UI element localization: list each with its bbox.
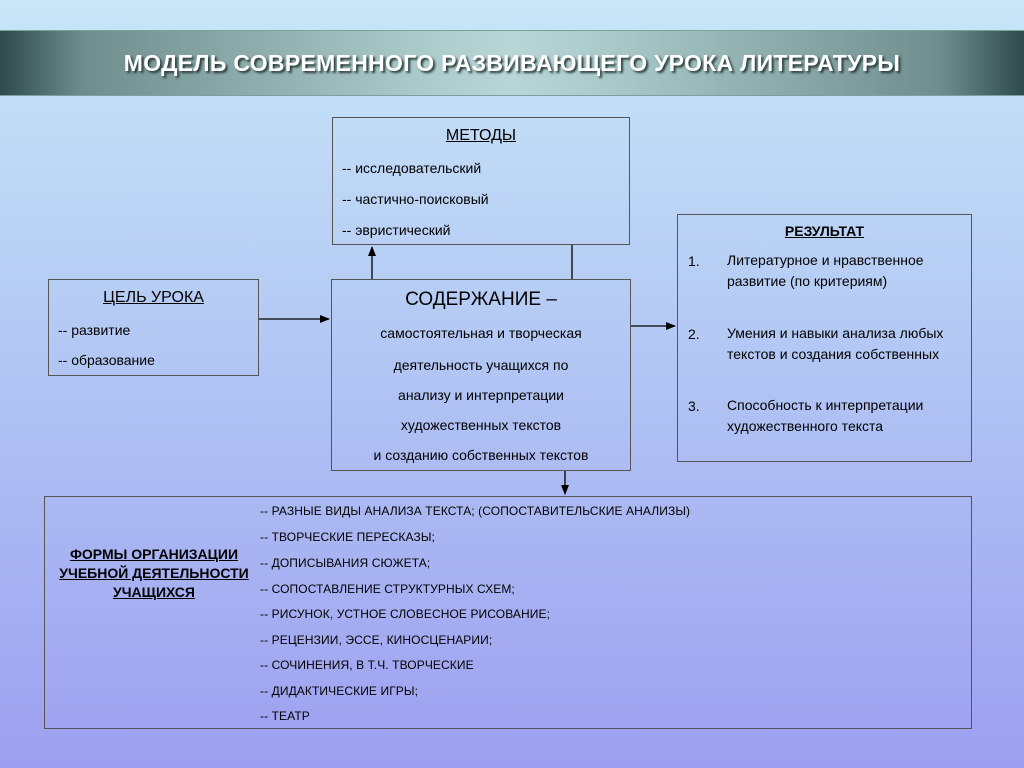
result-item-text: Способность к интерпретации художественного текста	[727, 397, 924, 434]
result-item-text: Литературное и нравственное развитие (по критериям)	[727, 252, 924, 289]
content-line: самостоятельная и творческая	[380, 325, 582, 341]
content-line: и созданию собственных текстов	[373, 447, 589, 463]
forms-item: -- ТЕАТР	[260, 709, 310, 723]
forms-item: -- ТВОРЧЕСКИЕ ПЕРЕСКАЗЫ;	[260, 530, 435, 544]
methods-item: -- частично-поисковый	[342, 191, 489, 207]
result-box	[677, 214, 972, 462]
forms-box	[44, 496, 972, 729]
content-line: художественных текстов	[400, 417, 562, 433]
forms-item: -- РИСУНОК, УСТНОЕ СЛОВЕСНОЕ РИСОВАНИЕ;	[260, 607, 551, 621]
result-item-text: Умения и навыки анализа любых текстов и создания собственных	[727, 325, 944, 362]
forms-item: -- РАЗНЫЕ ВИДЫ АНАЛИЗА ТЕКСТА; (СОПОСТАВИТЕЛЬСКИЕ АНАЛИЗЫ)	[260, 504, 691, 518]
content-heading-dash: –	[546, 289, 557, 310]
content-box	[331, 279, 631, 471]
forms-item: -- ДОПИСЫВАНИЯ СЮЖЕТА;	[260, 556, 431, 570]
content-line: анализу и интерпретации	[398, 387, 564, 403]
goal-box	[48, 279, 259, 376]
forms-heading: ФОРМЫ ОРГАНИЗАЦИИ УЧЕБНОЙ ДЕЯТЕЛЬНОСТИ УЧАЩИХСЯ	[59, 546, 249, 600]
page-title: МОДЕЛЬ СОВРЕМЕННОГО РАЗВИВАЮЩЕГО УРОКА ЛИТЕРАТУРЫ	[123, 50, 901, 76]
content-line: деятельность учащихся по	[393, 357, 569, 373]
result-item-number: 3.	[688, 398, 700, 414]
goal-heading: ЦЕЛЬ УРОКА	[103, 289, 204, 306]
methods-heading: МЕТОДЫ	[445, 127, 517, 144]
forms-item: -- СОЧИНЕНИЯ, В Т.Ч. ТВОРЧЕСКИЕ	[260, 658, 474, 672]
result-item-number: 2.	[688, 326, 700, 342]
methods-box	[332, 117, 630, 245]
result-item-number: 1.	[688, 253, 700, 269]
goal-item: -- образование	[58, 352, 155, 368]
forms-item: -- СОПОСТАВЛЕНИЕ СТРУКТУРНЫХ СХЕМ;	[260, 582, 515, 596]
goal-item: -- развитие	[58, 322, 131, 338]
content-heading-text: СОДЕРЖАНИЕ	[405, 289, 542, 310]
content-heading	[332, 289, 630, 311]
forms-item: -- РЕЦЕНЗИИ, ЭССЕ, КИНОСЦЕНАРИИ;	[260, 633, 493, 647]
forms-item: -- ДИДАКТИЧЕСКИЕ ИГРЫ;	[260, 684, 419, 698]
methods-item: -- эвристический	[342, 222, 451, 238]
methods-item: -- исследовательский	[342, 160, 482, 176]
result-heading: РЕЗУЛЬТАТ	[784, 223, 865, 239]
